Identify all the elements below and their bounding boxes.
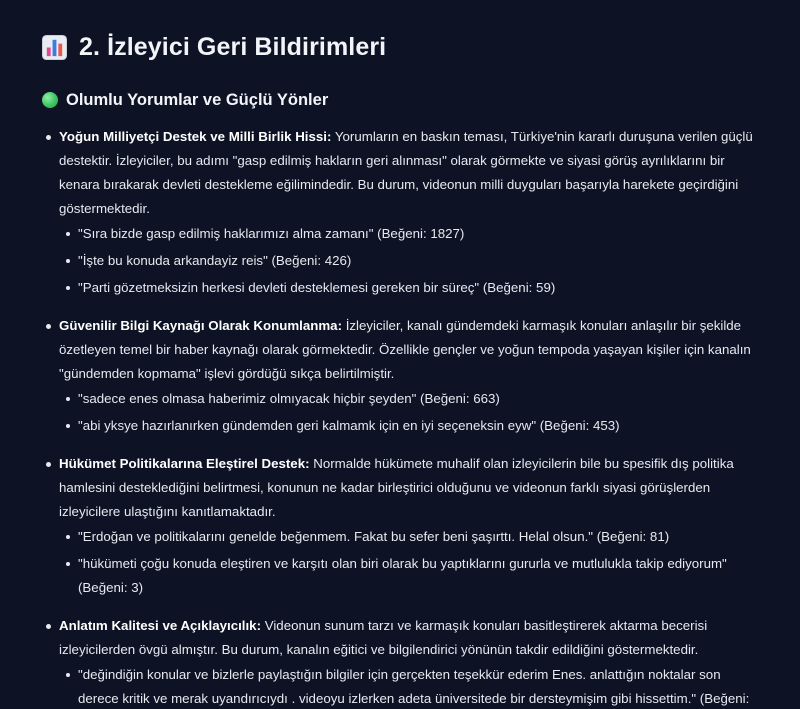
- item-text: Videonun sunum tarzı ve karmaşık konuları basitleştirerek aktarma becerisi izleyicilerden övgü almıştır. Bu durum, kanalın eğitici ve bilgilendirici yönünün takdir edildiğini göstermektedir.: [59, 618, 708, 657]
- item-text: Normalde hükümete muhalif olan izleyicilerin bile bu spesifik dış politika hamlesini desteklediğini belirtmesi, konunun ne kadar birleştirici olduğunu ve videonun farklı siyasi görüşlerden izleyicilere ulaştığını kanıtlamaktadır.: [59, 456, 734, 519]
- section-title: 2. İzleyici Geri Bildirimleri: [79, 32, 387, 61]
- quote-item: "sadece enes olmasa haberimiz olmıyacak hiçbir şeyden" (Beğeni: 663): [78, 387, 762, 411]
- list-item: [59, 314, 762, 438]
- quote-list: [59, 387, 762, 438]
- quote-item: "değindiğin konular ve bizlerle paylaştığın bilgiler için gerçekten teşekkür ederim Enes. anlattığın noktalar son derece kritik ve merak uyandırıcıydı . videoyu izlerken adeta üniversitede bir dersteymişim gibi hissettim." (Beğeni:: [78, 663, 762, 709]
- green-circle-icon: [42, 92, 58, 108]
- quote-list: [59, 663, 762, 709]
- item-text: İzleyiciler, kanalı gündemdeki karmaşık konuları anlaşılır bir şekilde özetleyen temel bir haber kaynağı olarak görmektedir. Özellikle gençler ve yoğun tempoda yaşayan kişiler için kanalın "gündemden kopmama" işlevi gördüğü sıkça belirtilmiştir.: [59, 318, 751, 381]
- section-heading: [42, 30, 762, 64]
- feedback-list: [42, 125, 762, 709]
- list-item: [59, 614, 762, 709]
- bar-chart-icon: [42, 35, 67, 60]
- item-lead: Güvenilir Bilgi Kaynağı Olarak Konumlanma:: [59, 318, 342, 333]
- quote-item: "Sıra bizde gasp edilmiş haklarımızı alma zamanı" (Beğeni: 1827): [78, 222, 762, 246]
- item-lead: Anlatım Kalitesi ve Açıklayıcılık:: [59, 618, 262, 633]
- list-item: [59, 452, 762, 600]
- subsection-title: Olumlu Yorumlar ve Güçlü Yönler: [66, 90, 329, 109]
- subsection-heading: [42, 89, 762, 111]
- quote-item: "hükümeti çoğu konuda eleştiren ve karşıtı olan biri olarak bu yaptıklarını gururla ve mutlulukla takip ediyorum" (Beğeni: 3): [78, 552, 762, 600]
- quote-item: "abi yksye hazırlanırken gündemden geri kalmamk için en iyi seçeneksin eyw" (Beğeni: 453): [78, 414, 762, 438]
- quote-item: "Erdoğan ve politikalarını genelde beğenmem. Fakat bu sefer beni şaşırttı. Helal olsun." (Beğeni: 81): [78, 525, 762, 549]
- quote-list: [59, 222, 762, 300]
- item-lead: Hükümet Politikalarına Eleştirel Destek:: [59, 456, 310, 471]
- list-item: [59, 125, 762, 300]
- quote-item: "İşte bu konuda arkandayiz reis" (Beğeni: 426): [78, 249, 762, 273]
- item-lead: Yoğun Milliyetçi Destek ve Milli Birlik Hissi:: [59, 129, 332, 144]
- item-text: Yorumların en baskın teması, Türkiye'nin kararlı duruşuna verilen güçlü destektir. İzleyiciler, bu adımı "gasp edilmiş hakların geri alınması" olarak görmekte ve siyasi görüş ayrılıklarını bir kenara bırakarak devleti destekleme eğilimindedir. Bu durum, videonun milli duyguları başarıyla harekete geçirdiğini göstermektedir.: [59, 129, 753, 216]
- quote-list: [59, 525, 762, 600]
- quote-item: "Parti gözetmeksizin herkesi devleti desteklemesi gereken bir süreç" (Beğeni: 59): [78, 276, 762, 300]
